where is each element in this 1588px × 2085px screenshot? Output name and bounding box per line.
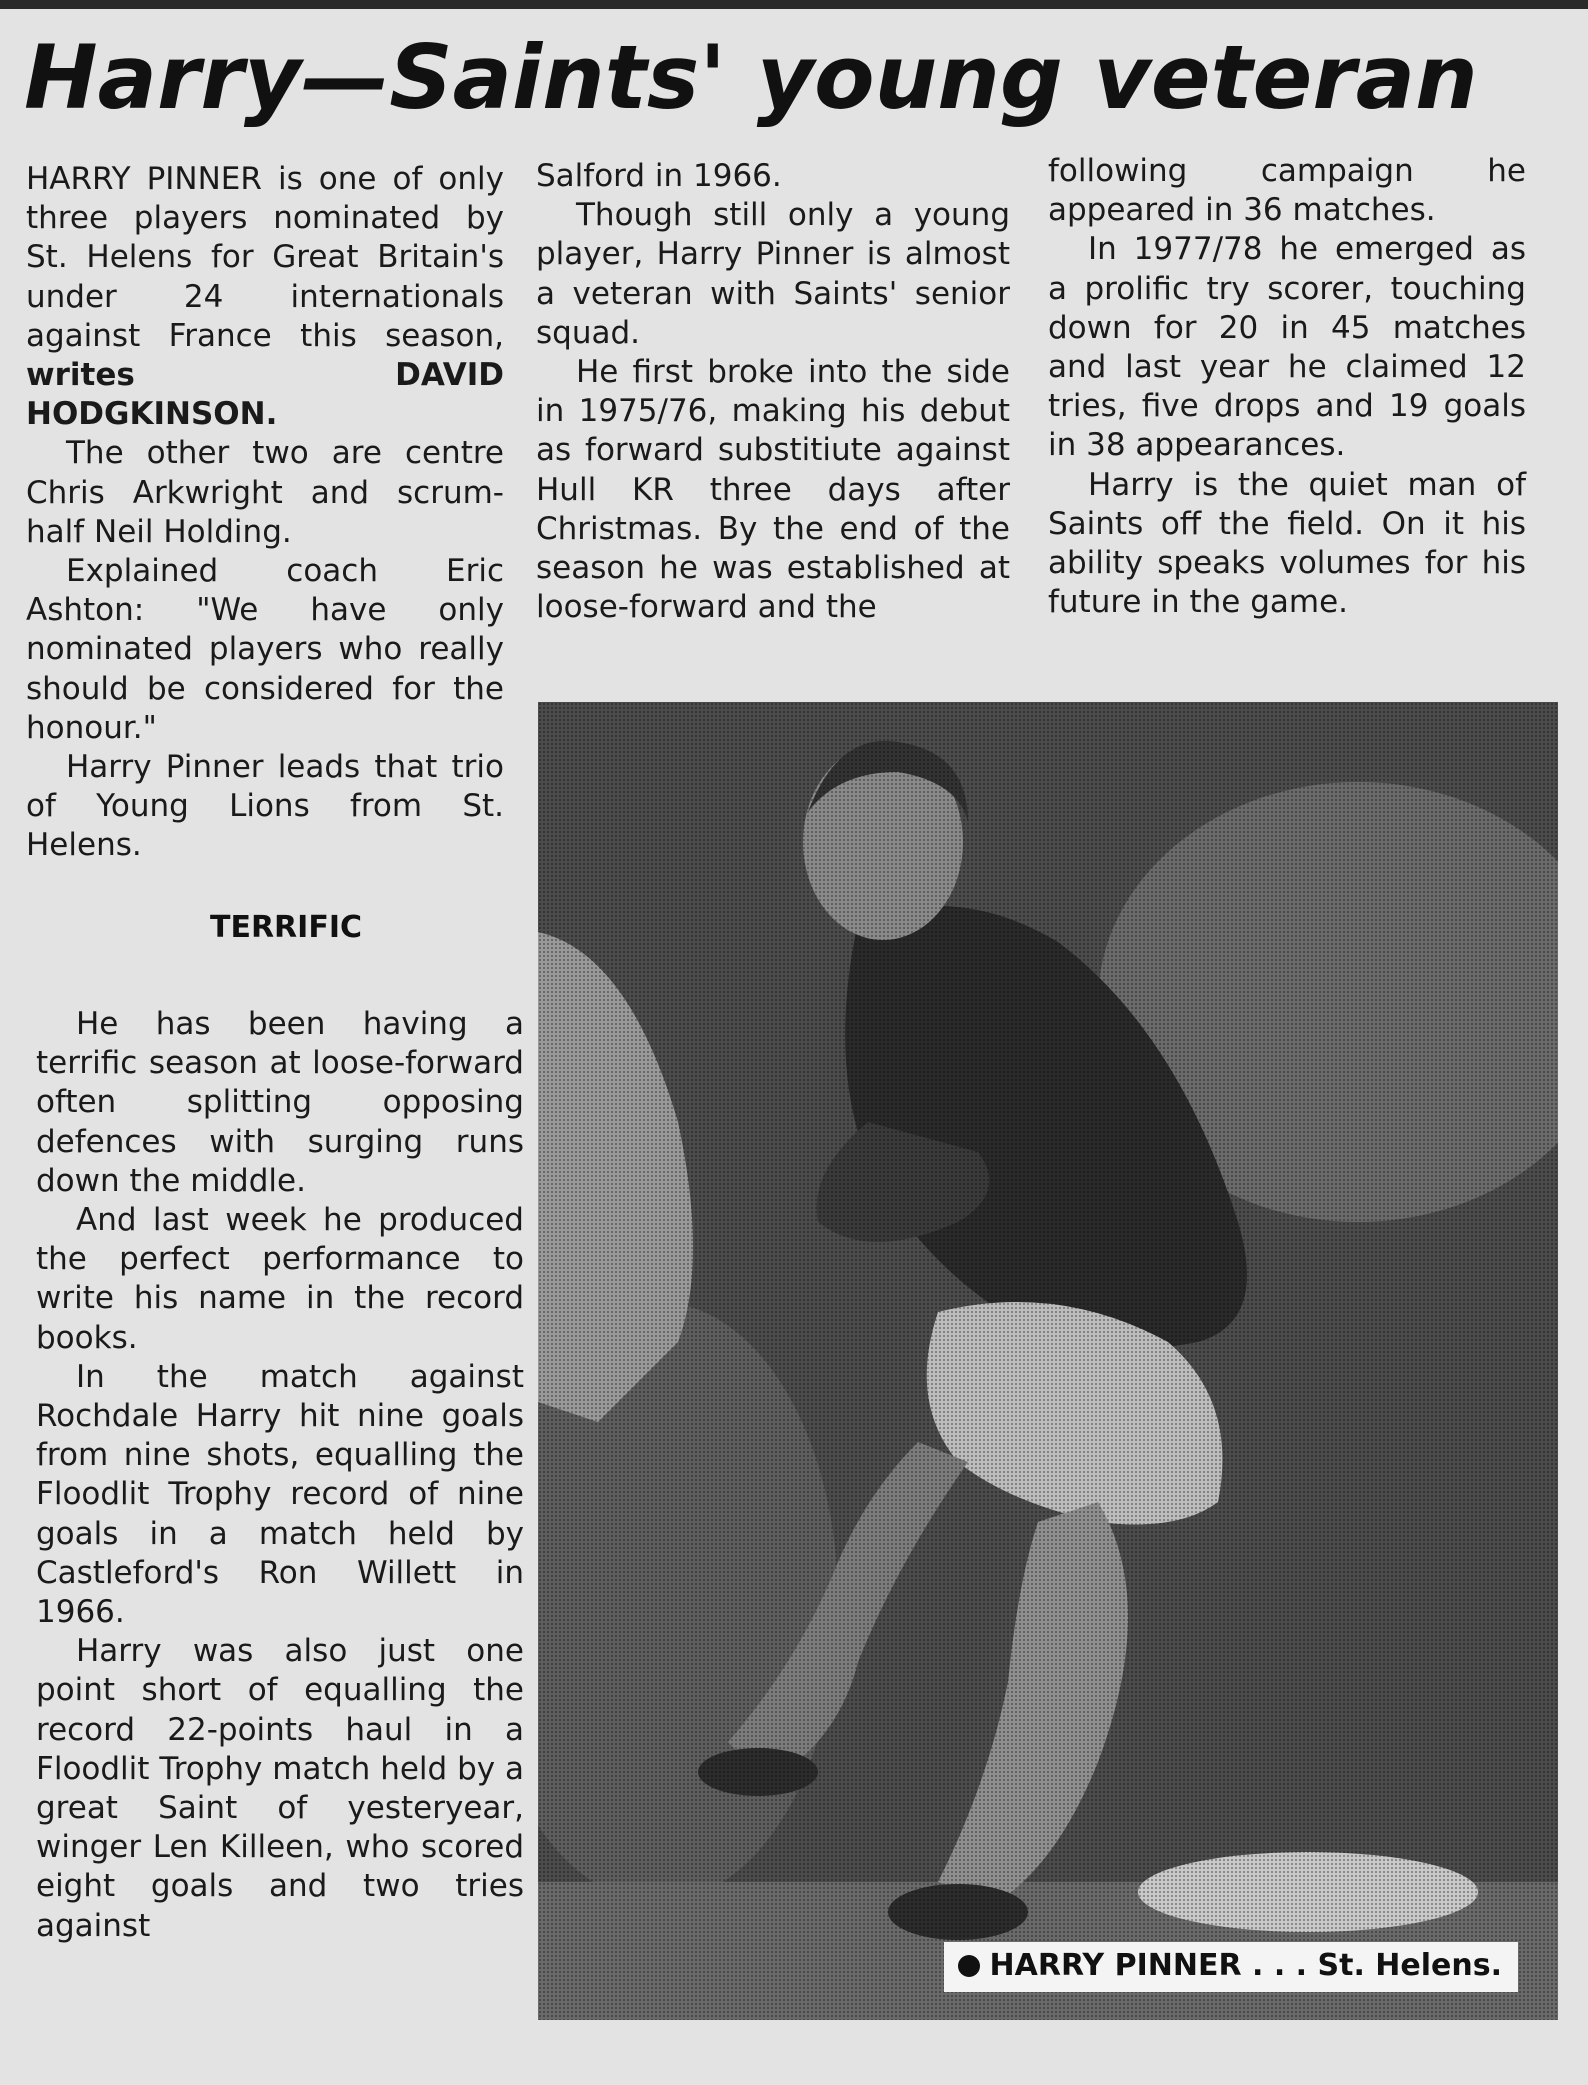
paragraph: In the match against Rochdale Harry hit nine goals from nine shots, equalling the Floodlit Trophy record of nine goals in a match held by Castleford's Ron Willett in 1966. (36, 1358, 524, 1631)
paragraph: following campaign he appeared in 36 matches. (1048, 153, 1526, 229)
byline: writes DAVID HODGKINSON. (26, 357, 504, 433)
player-silhouette-icon (538, 702, 1558, 2020)
column-3 (1048, 152, 1526, 622)
paragraph: Harry Pinner leads that trio of Young Lions from St. Helens. (26, 749, 504, 864)
paragraph: He has been having a terrific season at loose-forward often splitting opposing defences with surging runs down the middle. (36, 1006, 524, 1199)
bullet-icon (958, 1955, 980, 1977)
paragraph: He first broke into the side in 1975/76, making his debut as forward substitiute against Hull KR three days after Christmas. By the end of the season he was established at loose-forward and the (536, 354, 1010, 626)
paragraph: In 1977/78 he emerged as a prolific try scorer, touching down for 20 in 45 matches and last year he claimed 12 tries, five drops and 19 goals in 38 appearances. (1048, 231, 1526, 464)
column-1-continued (36, 1005, 524, 1946)
paragraph: Explained coach Eric Ashton: "We have only nominated players who really should be considered for the honour." (26, 553, 504, 746)
paragraph: Harry was also just one point short of equalling the record 22-points haul in a Floodlit Trophy match held by a great Saint of yesteryear, winger Len Killeen, who scored eight goals and two tries against (36, 1633, 524, 1944)
headline: Harry—Saints' young veteran (24, 26, 1478, 129)
photo-caption (944, 1942, 1518, 1992)
paragraph: And last week he produced the perfect performance to write his name in the record books. (36, 1202, 524, 1356)
subheading: TERRIFIC (210, 910, 362, 945)
paragraph: Though still only a young player, Harry Pinner is almost a veteran with Saints' senior squad. (536, 197, 1010, 351)
paragraph: Harry is the quiet man of Saints off the field. On it his ability speaks volumes for his future in the game. (1048, 466, 1526, 621)
column-1 (26, 160, 504, 866)
column-2 (536, 157, 1010, 627)
intro-paragraph (26, 160, 504, 434)
top-border (0, 0, 1588, 9)
intro-text: HARRY PINNER is one of only three players nominated by St. Helens for Great Britain's under 24 internationals against France this season, (26, 161, 504, 354)
caption-text: HARRY PINNER . . . St. Helens. (989, 1948, 1502, 1983)
paragraph: The other two are centre Chris Arkwright and scrum-half Neil Holding. (26, 435, 504, 550)
paragraph: Salford in 1966. (536, 158, 782, 194)
player-photo (538, 702, 1558, 2020)
